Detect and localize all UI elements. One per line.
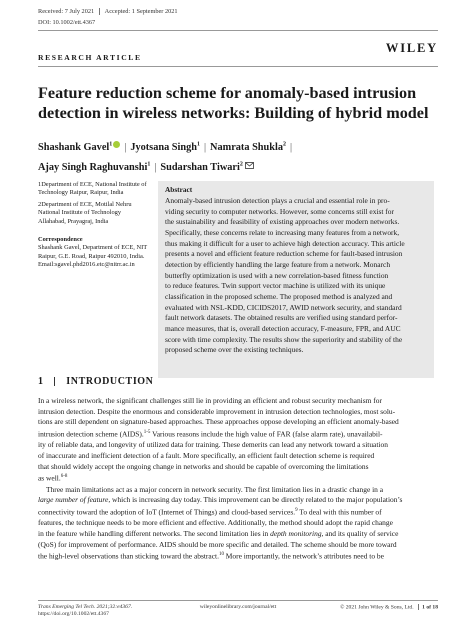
affiliation-1: 1Department of ECE, National Institute of Technology Raipur, Raipur, India [38, 181, 147, 197]
received-date: Received: 7 July 2021 [38, 8, 95, 15]
citation[interactable]: 6-8 [60, 474, 68, 480]
introduction-text [38, 396, 438, 562]
author-1[interactable]: Shashank Gavel$^1$ [38, 142, 120, 153]
journal-site-link[interactable]: wileyonlinelibrary.com/journal/ett [199, 604, 277, 610]
correspondence-email[interactable]: Email:sgavel.phd2016.etc@nitrr.ac.in [38, 261, 135, 269]
abstract-text: Anomaly-based intrusion detection plays a crucial and essential role in pro- viding security to computer networks. However, some concerns still exist for the sustainability and feasibility of existing approaches over modern networks. Specifically, these concerns relate to increasing many features from a network, thus making it difficult for a user to achieve high detection accuracy. This article presents a novel and efficient feature reduction scheme for fault-based intrusion detection by efficiently handling the large feature from a network. Monarch butterfly optimization is used with a new correlation-based fitness function to reduce features. Twin support vector machine is utilized with its unique classification in the proposed scheme. The proposed method is analyzed and evaluated with NSL-KDD, CICIDS2017, AWID network security, and standard fault network datasets. The obtained results are verified using standard perfor- mance measures, that is, overall detection accuracy, F-measure, FPR, and AUC score with time complexity. The results show the superiority and stability of the proposed scheme over the existing techniques. [165, 196, 405, 355]
citation[interactable]: 9 [295, 508, 298, 513]
section-title: INTRODUCTION [66, 376, 154, 387]
title-line-1: Feature reduction scheme for anomaly-based intrusion [38, 84, 417, 102]
article-type: RESEARCH ARTICLE [38, 53, 142, 62]
citation[interactable]: 10 [218, 552, 224, 558]
section-number: 1 [38, 376, 44, 387]
affiliation-2: 2Department of ECE, Motilal Nehru National Institute of Technology Allahabad, Prayagraj, India [38, 201, 132, 225]
correspondence: Correspondence Shashank Gavel, Department of ECE, NIT Raipur, G.E. Road, Raipur 492010, India. Email:sgavel.phd2016.etc@nitrr.ac.in [38, 236, 152, 270]
page-number: 1 of 18 [422, 604, 438, 611]
paragraph-2: Three main limitations act as a major concern in network security. The first limitation lies in a drastic change in a large number of feature, which is increasing day today. This improvement can be directly related to the major population’s connectivity toward the adoption of IoT (Internet of Things) and cloud-based services.$^9$ To deal with this number of features, the technique needs to be more efficient and effective. Additionally, the method should adopt the rapid change in the feature while handling different networks. The second limitation lies in depth monitoring, and its quality of service (QoS) for improvement of performance. AIDS should be more specific and detailed. The scheme should be more toward the high-level observations than sticking toward the abstract.$^{10}$ More importantly, the network’s attributes need to be [38, 484, 403, 561]
section-heading [38, 376, 154, 387]
page-title [38, 83, 448, 123]
author-4[interactable]: Ajay Singh Raghuvanshi$^1$ [38, 161, 151, 174]
journal-url[interactable]: https://doi.org/10.1002/ett.4367 [38, 611, 109, 617]
abstract-heading: Abstract [165, 185, 193, 194]
author-5[interactable]: Sudarshan Tiwari$^2$ [160, 162, 253, 173]
wiley-logo[interactable]: WILEY [385, 41, 438, 55]
author-list: Shashank Gavel$^1$ | Jyotsana Singh$^1$ | Namrata Shukla$^2$ | Ajay Singh Raghuvanshi$^1$ | Sudarshan Tiwari$^2$ [38, 142, 293, 174]
paragraph-1: In a wireless network, the significant challenges still lie in providing an efficient and robust security mechanism for intrusion detection. Despite the enormous and considerable improvement in intrusion detection technologies, most solu- tions are still dependent on signature-based approaches. These approaches oppose developing an efficient anomaly-based intrusion detection scheme (AIDS).$^{1-5}$ Various reasons include the high value of FAR (false alarm rate), unavailabil- ity of reliable data, and longevity of utilized data for training. These demerits can lead any network toward a situation of inaccurate and inefficient detection of a fault. More specifically, an efficient fault detection scheme is required that should widely accept the ongoing change in networks and should be capable of overcoming the limitations as well.$^{6-8}$ [38, 396, 399, 483]
divider [99, 8, 100, 15]
email-icon[interactable] [245, 162, 254, 169]
journal-citation: Trans Emerging Tel Tech. 2021;32:e4367. [38, 604, 133, 610]
accepted-date: Accepted: 1 September 2021 [104, 8, 178, 15]
author-3[interactable]: Namrata Shukla$^2$ [210, 142, 286, 154]
article-type-rule [38, 66, 438, 67]
doi[interactable]: DOI: 10.1002/ett.4367 [38, 19, 96, 26]
header-rule [38, 30, 438, 31]
article-dates [38, 8, 178, 15]
citation[interactable]: 1-5 [143, 430, 151, 436]
page-footer [38, 604, 438, 618]
orcid-icon[interactable] [113, 141, 120, 148]
footer-rule [38, 600, 438, 601]
correspondence-heading: Correspondence [38, 236, 83, 243]
abstract-box [158, 181, 434, 378]
title-line-2: detection in wireless networks: Building of hybrid model [38, 104, 429, 122]
author-2[interactable]: Jyotsana Singh$^1$ [130, 142, 200, 154]
copyright-and-page: © 2021 John Wiley & Sons, Ltd. 1 of 18 [340, 604, 438, 611]
